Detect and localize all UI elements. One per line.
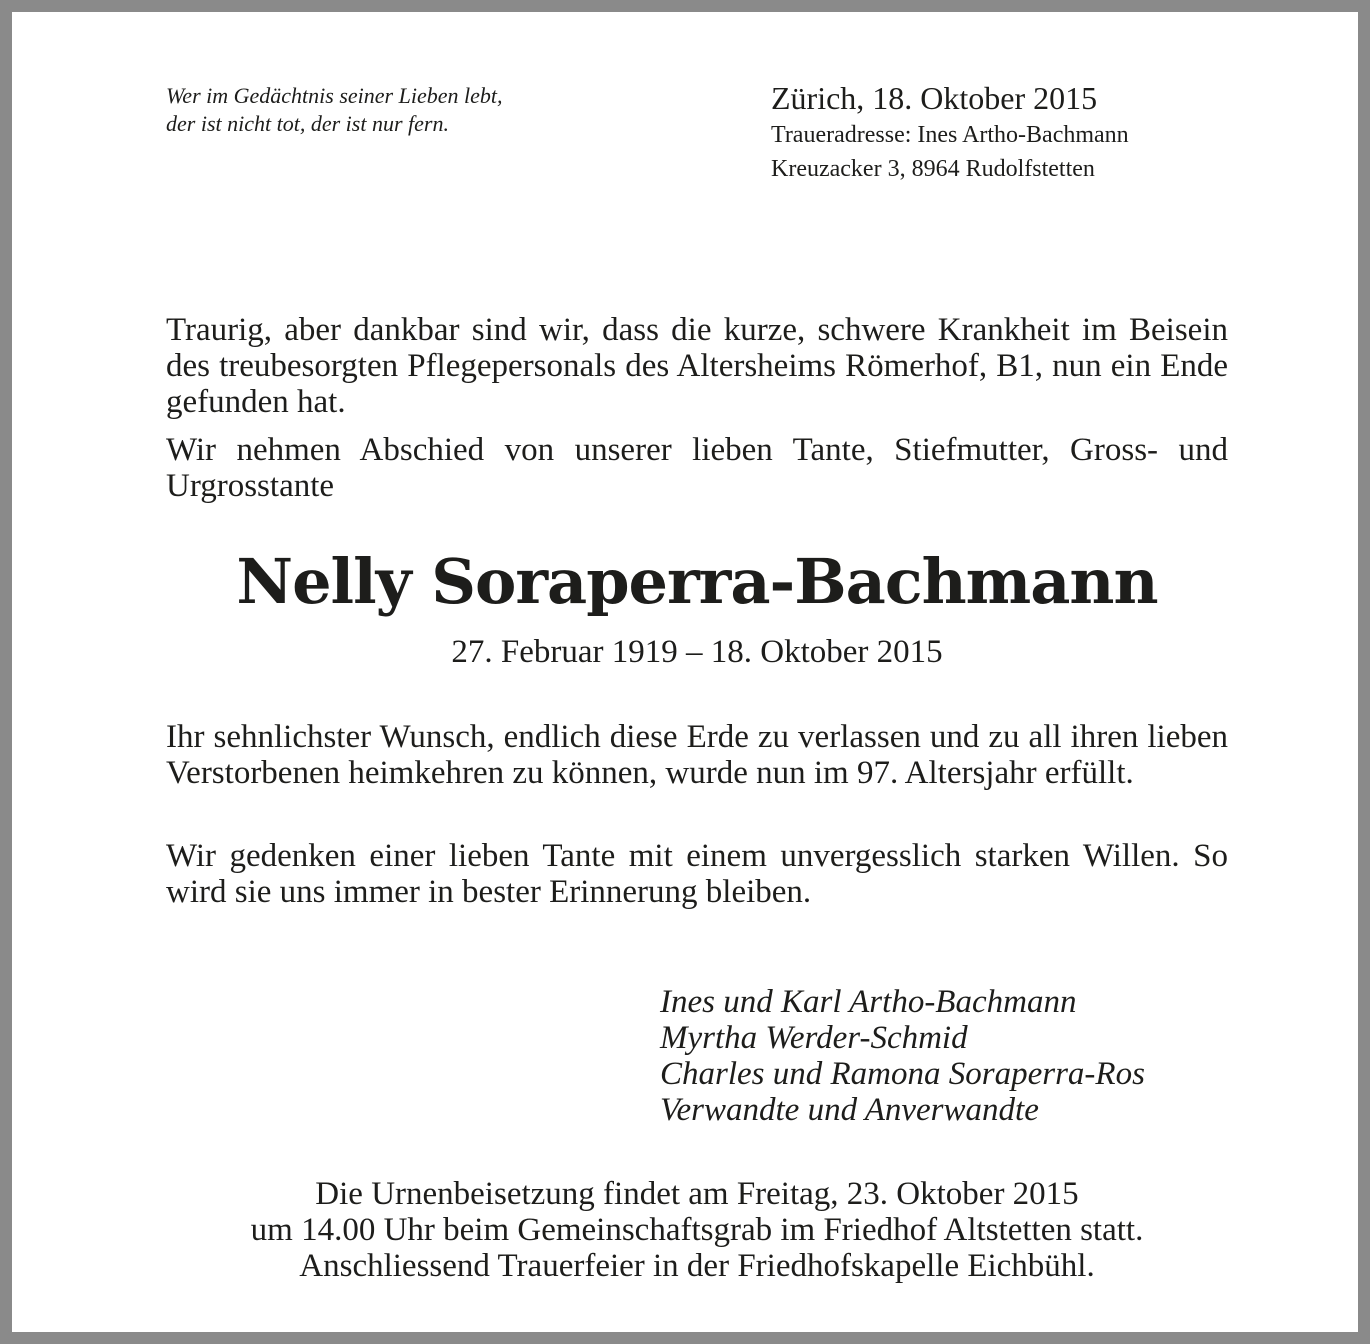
signer: Charles und Ramona Soraperra-Ros: [660, 1056, 1145, 1092]
motto-quote: [166, 82, 686, 138]
ceremony-info: [12, 1176, 1370, 1284]
signers-list: [660, 984, 1260, 1128]
motto-line: der ist nicht tot, der ist nur fern.: [166, 111, 449, 136]
body-paragraph: Wir gedenken einer lieben Tante mit einem unvergesslich starken Willen. So wird sie uns immer in bester Erinnerung bleiben.: [166, 838, 1228, 910]
signer: Verwandte und Anverwandte: [660, 1092, 1039, 1128]
farewell-paragraph: Wir nehmen Abschied von unserer lieben Tante, Stiefmutter, Gross- und Urgrosstante: [166, 432, 1228, 504]
place-date: Zürich, 18. Oktober 2015: [771, 80, 1098, 116]
body-paragraph: Ihr sehnlichster Wunsch, endlich diese Erde zu verlassen und zu all ihren lieben Verstorbenen heimkehren zu können, wurde nun im 97. Altersjahr erfüllt.: [166, 719, 1228, 791]
mourning-address-line: Traueradresse: Ines Artho-Bachmann: [771, 122, 1129, 148]
signer: Myrtha Werder-Schmid: [660, 1020, 968, 1056]
intro-paragraph: Traurig, aber dankbar sind wir, dass die kurze, schwere Krankheit im Beisein des treubesorgten Pflegepersonals des Altersheims Römerhof, B1, nun ein Ende gefunden hat.: [166, 312, 1228, 420]
ceremony-line: Anschliessend Trauerfeier in der Friedhofskapelle Eichbühl.: [299, 1248, 1095, 1284]
mourning-address-line: Kreuzacker 3, 8964 Rudolfstetten: [771, 156, 1095, 182]
signer: Ines und Karl Artho-Bachmann: [660, 984, 1077, 1020]
ceremony-line: um 14.00 Uhr beim Gemeinschaftsgrab im Friedhof Altstetten statt.: [250, 1212, 1144, 1248]
deceased-name: Nelly Soraperra-Bachmann: [236, 545, 1158, 618]
header-info: [771, 78, 1271, 186]
ceremony-line: Die Urnenbeisetzung findet am Freitag, 23. Oktober 2015: [315, 1176, 1079, 1212]
motto-line: Wer im Gedächtnis seiner Lieben lebt,: [166, 83, 503, 108]
life-dates: 27. Februar 1919 – 18. Oktober 2015: [451, 634, 943, 670]
